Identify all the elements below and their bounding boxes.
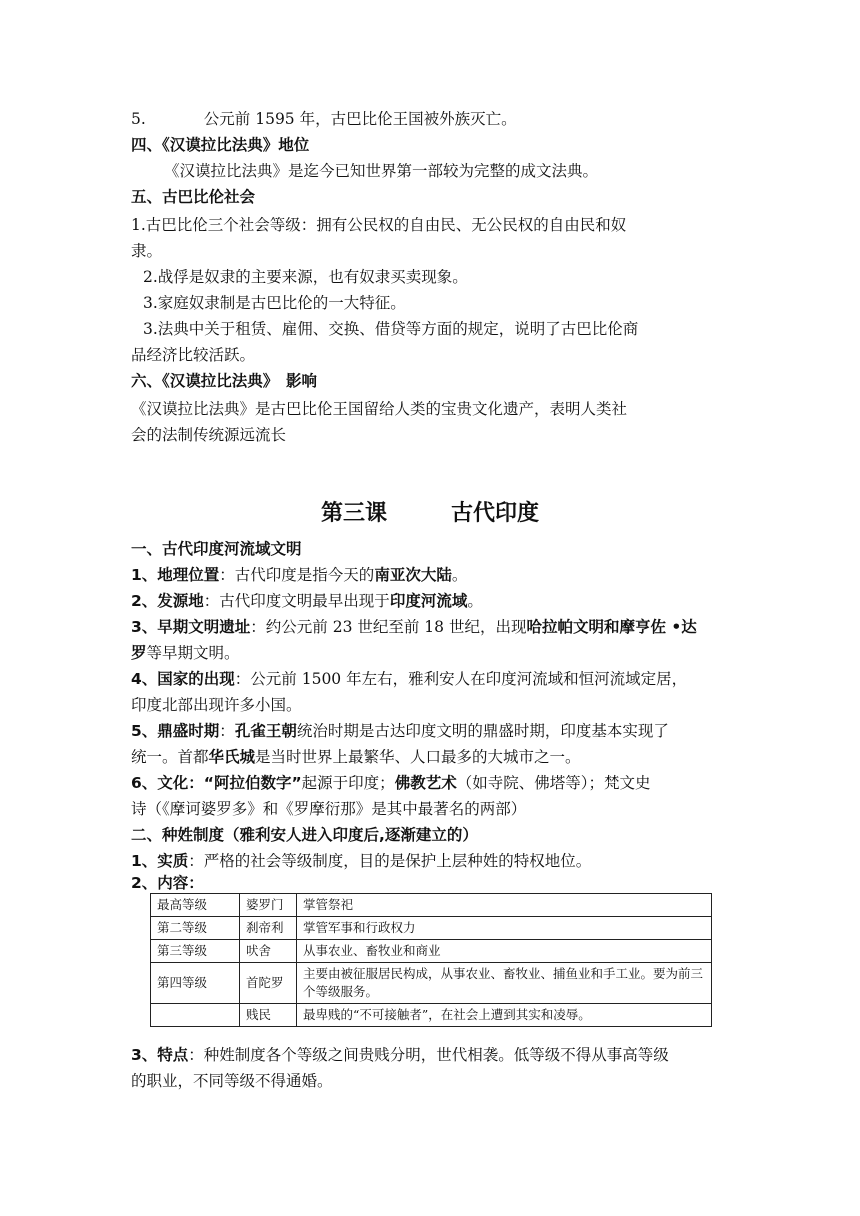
caste-name: 婆罗门 (240, 894, 297, 917)
paragraph-6b: 会的法制传统源远流长 (131, 426, 287, 444)
origin-bold: 印度河流域 (389, 592, 468, 610)
item-text: 公元前 1595 年，古巴比伦王国被外族灭亡。 (203, 110, 517, 128)
peak-bold-2: 华氏城 (208, 748, 256, 766)
caste-level: 最高等级 (151, 894, 240, 917)
peak-text-4: 是当时世界上最繁华、人口最多的大城市之一。 (255, 748, 581, 766)
site-bold: 哈拉帕文明和摩亨佐 •达 (526, 618, 697, 636)
peak-line (131, 720, 669, 742)
item-number: 5. (131, 110, 146, 128)
geo-line (131, 564, 467, 586)
culture-bold-2: 佛教艺术 (394, 774, 457, 792)
peak-text-3: 统一。首都 (131, 748, 209, 766)
culture-text-1: 起源于印度； (301, 774, 395, 792)
table-row (151, 894, 712, 917)
essence-label: 1、实质 (131, 852, 189, 870)
culture-bold-1: “阿拉伯数字” (203, 774, 302, 792)
caste-level: 第四等级 (151, 963, 240, 1004)
paragraph-5-1a: 1.古巴比伦三个社会等级：拥有公民权的自由民、无公民权的自由民和奴 (131, 216, 627, 234)
culture-line (131, 772, 650, 794)
caste-level: 第三等级 (151, 940, 240, 963)
paragraph-5-1b: 隶。 (131, 242, 163, 260)
lesson-number: 第三课 (320, 501, 387, 526)
caste-role: 最卑贱的“不可接触者”，在社会上遭到其实和凌辱。 (297, 1004, 712, 1027)
site-bold-2: 罗 (131, 644, 147, 662)
geo-text: ：古代印度是指今天的 (219, 566, 375, 584)
paragraph-5-3: 3.家庭奴隶制是古巴比伦的一大特征。 (143, 294, 406, 312)
geo-end: 。 (451, 566, 468, 584)
caste-name: 贱民 (240, 1004, 297, 1027)
origin-label: 2、发源地 (131, 592, 204, 610)
origin-line (131, 590, 483, 612)
india-heading-2: 二、种姓制度（雅利安人进入印度后,逐渐建立的） (131, 826, 478, 844)
lesson-title (0, 496, 860, 527)
culture-text-2: （如寺院、佛塔等）；梵文史 (456, 774, 651, 792)
table-row (151, 1004, 712, 1027)
site-text: ：约公元前 23 世纪至前 18 世纪，出现 (250, 618, 527, 636)
feature-line (131, 1044, 669, 1066)
caste-name: 吠舍 (240, 940, 297, 963)
india-heading-1: 一、古代印度河流域文明 (131, 540, 302, 558)
site-line (131, 616, 697, 638)
caste-role: 掌管祭祀 (297, 894, 712, 917)
peak-text: ： (219, 722, 235, 740)
table-row (151, 917, 712, 940)
essence-text: ：严格的社会等级制度，目的是保护上层种姓的特权地位。 (188, 852, 592, 870)
essence-line (131, 850, 591, 872)
caste-name: 刹帝利 (240, 917, 297, 940)
origin-end: 。 (467, 592, 483, 610)
feature-text: ：种姓制度各个等级之间贵贱分明，世代相袭。低等级不得从事高等级 (188, 1046, 669, 1064)
origin-text: ：古代印度文明最早出现于 (203, 592, 390, 610)
caste-table (150, 893, 712, 1027)
feature-line-2: 的职业，不同等级不得通婚。 (131, 1072, 333, 1090)
caste-level: 第二等级 (151, 917, 240, 940)
feature-label: 3、特点 (131, 1046, 189, 1064)
site-end: 等早期文明。 (146, 644, 240, 662)
section-heading-5: 五、古巴比伦社会 (131, 188, 256, 206)
geo-bold: 南亚次大陆 (374, 566, 452, 584)
geo-label: 1、地理位置 (131, 566, 220, 584)
table-row (151, 963, 712, 1004)
paragraph-5-2: 2.战俘是奴隶的主要来源，也有奴隶买卖现象。 (143, 268, 468, 286)
section-heading-6: 六、《汉谟拉比法典》 影响 (131, 372, 318, 390)
peak-line-2 (131, 746, 581, 768)
peak-bold: 孔雀王朝 (234, 722, 297, 740)
culture-line-2: 诗（《摩诃婆罗多》和《罗摩衍那》是其中最著名的两部） (131, 800, 527, 818)
peak-text-2: 统治时期是古达印度文明的鼎盛时期，印度基本实现了 (296, 722, 669, 740)
state-label: 4、国家的出现 (131, 670, 235, 688)
culture-label: 6、文化： (131, 774, 204, 792)
content-end: ： (188, 874, 204, 892)
caste-role: 主要由被征服居民构成，从事农业、畜牧业、捕鱼业和手工业。要为前三个等级服务。 (297, 963, 712, 1004)
paragraph-5-4a: 3.法典中关于租赁、雇佣、交换、借贷等方面的规定，说明了古巴比伦商 (143, 320, 639, 338)
state-line (131, 668, 687, 690)
paragraph-5-4b: 品经济比较活跃。 (131, 346, 256, 364)
item-5 (131, 108, 517, 130)
table-row (151, 940, 712, 963)
site-line-2 (131, 642, 240, 664)
state-text: ：公元前 1500 年左右，雅利安人在印度河流域和恒河流域定居， (234, 670, 688, 688)
state-line-2: 印度北部出现许多小国。 (131, 696, 302, 714)
paragraph-4: 《汉谟拉比法典》是迄今已知世界第一部较为完整的成文法典。 (164, 162, 599, 180)
lesson-name: 古代印度 (451, 501, 540, 526)
section-heading-4: 四、《汉谟拉比法典》地位 (131, 136, 310, 154)
caste-name: 首陀罗 (240, 963, 297, 1004)
caste-role: 从事农业、畜牧业和商业 (297, 940, 712, 963)
content-line (131, 872, 204, 894)
content-label: 2、内容 (131, 874, 189, 892)
paragraph-6a: 《汉谟拉比法典》是古巴比伦王国留给人类的宝贵文化遗产，表明人类社 (131, 400, 628, 418)
peak-label: 5、鼎盛时期 (131, 722, 220, 740)
caste-role: 掌管军事和行政权力 (297, 917, 712, 940)
caste-level (151, 1004, 240, 1027)
site-label: 3、早期文明遗址 (131, 618, 251, 636)
